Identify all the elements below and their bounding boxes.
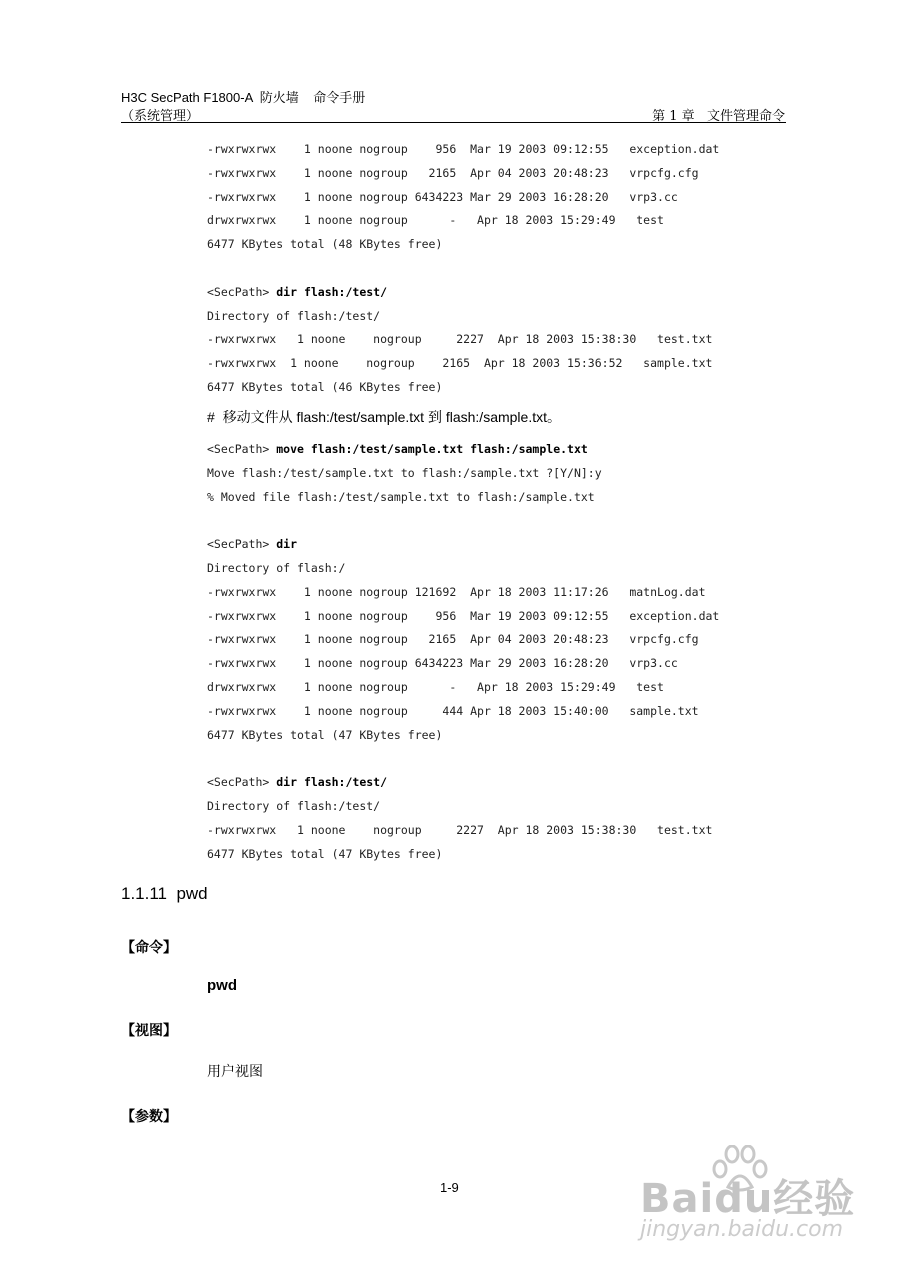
section-heading: 1.1.11 pwd xyxy=(121,884,208,903)
comment-move-file: # 移动文件从 flash:/test/sample.txt 到 flash:/sample.txt。 xyxy=(207,409,561,425)
cli-command: dir flash:/test/ xyxy=(276,284,388,299)
output-line: Directory of flash:/test/ xyxy=(207,799,381,813)
command-line xyxy=(207,442,588,456)
cli-prompt: <SecPath> xyxy=(207,442,277,456)
header-subtitle: （系统管理） xyxy=(121,109,200,124)
cli-prompt: <SecPath> xyxy=(207,775,277,790)
output-line: -rwxrwxrwx 1 noone nogroup 2165 Apr 18 2003 15:36:52 sample.txt xyxy=(207,356,713,371)
command-line xyxy=(207,537,297,551)
output-line: Move flash:/test/sample.txt to flash:/sample.txt ?[Y/N]:y xyxy=(207,465,602,480)
view-label: 【视图】 xyxy=(121,1023,177,1039)
output-line: -rwxrwxrwx 1 noone nogroup 444 Apr 18 2003 15:40:00 sample.txt xyxy=(207,703,699,718)
header-rule xyxy=(121,122,786,123)
page-number: 1-9 xyxy=(440,1180,459,1195)
baidu-watermark xyxy=(640,1145,870,1255)
cli-command: dir xyxy=(276,537,298,552)
command-line xyxy=(207,285,387,299)
cli-command: move flash:/test/sample.txt flash:/sample.txt xyxy=(276,442,588,456)
output-line: drwxrwxrwx 1 noone nogroup - Apr 18 2003 15:29:49 test xyxy=(207,680,664,694)
command-label: 【命令】 xyxy=(121,940,177,956)
output-line: 6477 KBytes total (47 KBytes free) xyxy=(207,846,443,861)
output-line: -rwxrwxrwx 1 noone nogroup 2227 Apr 18 2003 15:38:30 test.txt xyxy=(207,822,713,837)
command-name: pwd xyxy=(207,977,237,994)
output-line: Directory of flash:/test/ xyxy=(207,308,381,323)
watermark-brand: Baidu经验 xyxy=(640,1176,856,1222)
output-line: -rwxrwxrwx 1 noone nogroup 956 Mar 19 2003 09:12:55 exception.dat xyxy=(207,608,720,623)
output-line: -rwxrwxrwx 1 noone nogroup 121692 Apr 18 2003 11:17:26 matnLog.dat xyxy=(207,584,706,599)
output-line: 6477 KBytes total (48 KBytes free) xyxy=(207,237,443,252)
header-title: H3C SecPath F1800-A 防火墙 命令手册 xyxy=(121,90,366,105)
cli-prompt: <SecPath> xyxy=(207,284,277,299)
output-line: -rwxrwxrwx 1 noone nogroup 2165 Apr 04 2003 20:48:23 vrpcfg.cfg xyxy=(207,632,699,647)
output-line: -rwxrwxrwx 1 noone nogroup 2227 Apr 18 2003 15:38:30 test.txt xyxy=(207,332,713,347)
output-line: -rwxrwxrwx 1 noone nogroup 956 Mar 19 2003 09:12:55 exception.dat xyxy=(207,142,720,156)
output-line: 6477 KBytes total (46 KBytes free) xyxy=(207,380,443,394)
command-line xyxy=(207,775,387,789)
output-line: -rwxrwxrwx 1 noone nogroup 6434223 Mar 29 2003 16:28:20 vrp3.cc xyxy=(207,189,678,204)
output-line: % Moved file flash:/test/sample.txt to flash:/sample.txt xyxy=(207,489,595,504)
param-label: 【参数】 xyxy=(121,1109,177,1125)
watermark-url: jingyan.baidu.com xyxy=(640,1217,844,1242)
output-line: drwxrwxrwx 1 noone nogroup - Apr 18 2003 15:29:49 test xyxy=(207,213,664,228)
output-line: -rwxrwxrwx 1 noone nogroup 2165 Apr 04 2003 20:48:23 vrpcfg.cfg xyxy=(207,165,699,180)
output-line: -rwxrwxrwx 1 noone nogroup 6434223 Mar 29 2003 16:28:20 vrp3.cc xyxy=(207,656,678,671)
output-line: Directory of flash:/ xyxy=(207,561,346,575)
header-chapter: 第 1 章 文件管理命令 xyxy=(652,109,785,124)
view-text: 用户视图 xyxy=(207,1064,263,1080)
output-line: 6477 KBytes total (47 KBytes free) xyxy=(207,727,443,742)
cli-prompt: <SecPath> xyxy=(207,537,277,552)
cli-command: dir flash:/test/ xyxy=(276,775,388,790)
